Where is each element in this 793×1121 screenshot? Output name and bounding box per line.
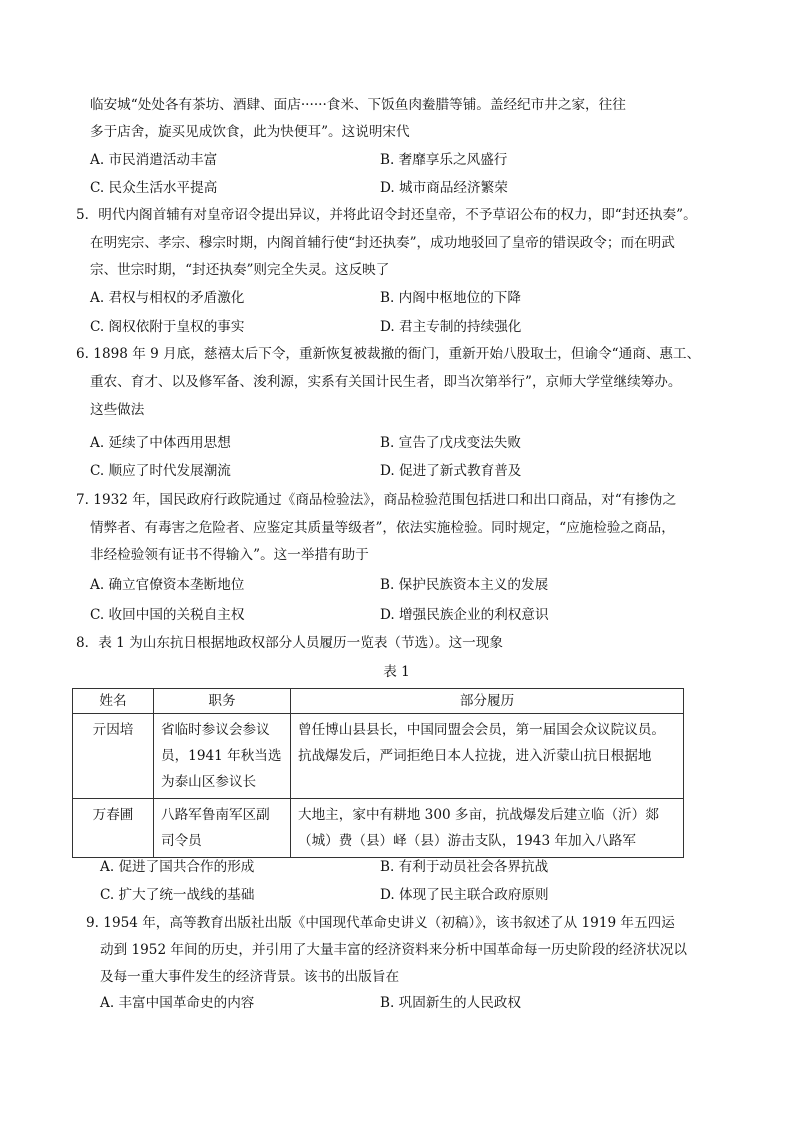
table-header-row [73, 689, 684, 714]
q8-option-b: B. 有利于动员社会各界抗战 [380, 859, 549, 875]
q4-stem-line-1: 临安城“处处各有茶坊、酒肆、面店······食米、下饭鱼肉鲞腊等铺。盖经纪市井之家，往往 [90, 97, 626, 113]
history-line: 抗战爆发后，严词拒绝日本人拉拢，进入沂蒙山抗日根据地 [298, 748, 652, 764]
q5-stem-line-1: 5．明代内阁首辅有对皇帝诏令提出异议，并将此诏令封还皇帝，不予草诏公布的权力，即“封还执奏”。 [76, 207, 697, 223]
q5-option-b: B. 内阁中枢地位的下降 [380, 290, 521, 306]
table-caption: 表 1 [383, 664, 410, 680]
table-cell-name: 亓因培 [73, 714, 154, 799]
table-cell-history [291, 714, 684, 799]
q6-option-c: C. 顺应了时代发展潮流 [90, 463, 231, 479]
q7-option-c: C. 收回中国的关税自主权 [90, 607, 245, 623]
q6-stem-line-1: 6. 1898 年 9 月底，慈禧太后下令，重新恢复被裁撤的衙门，重新开始八股取士，但谕令“通商、惠工、 [76, 346, 701, 362]
q6-stem-line-3: 这些做法 [90, 402, 145, 418]
table-cell-post [154, 799, 291, 858]
q7-stem-line-1: 7. 1932 年，国民政府行政院通过《商品检验法》，商品检验范围包括进口和出口商品，对“有掺伪之 [76, 492, 677, 508]
history-line: 曾任博山县县长，中国同盟会会员，第一届国会众议院议员。 [298, 722, 666, 738]
q7-option-b: B. 保护民族资本主义的发展 [380, 577, 549, 593]
q9-option-a: A. 丰富中国革命史的内容 [100, 995, 255, 1011]
q5-option-a: A. 君权与相权的矛盾激化 [90, 290, 245, 306]
q9-stem-line-3: 及每一重大事件发生的经济背景。该书的出版旨在 [100, 969, 400, 985]
history-line: 大地主，家中有耕地 300 多亩，抗战爆发后建立临（沂）郯 [298, 807, 659, 823]
table-row [73, 714, 684, 799]
q4-option-a: A. 市民消遣活动丰富 [90, 152, 218, 168]
q6-option-b: B. 宣告了戊戌变法失败 [380, 435, 521, 451]
table-cell-name: 万春圃 [73, 799, 154, 858]
q9-stem-line-2: 动到 1952 年间的历史，并引用了大量丰富的经济资料来分析中国革命每一历史阶段的经济状况以 [100, 942, 687, 958]
table-header-name: 姓名 [73, 689, 154, 714]
post-line: 司令员 [161, 833, 202, 849]
q8-option-d: D. 体现了民主联合政府原则 [380, 887, 549, 903]
history-line: （城）费（县）峄（县）游击支队，1943 年加入八路军 [298, 833, 636, 849]
q5-stem-line-2: 在明宪宗、孝宗、穆宗时期，内阁首辅行使“封还执奏”，成功地驳回了皇帝的错误政令；而在明武 [90, 235, 675, 251]
q7-option-d: D. 增强民族企业的利权意识 [380, 607, 549, 623]
q5-option-d: D. 君主专制的持续强化 [380, 319, 522, 335]
q6-option-a: A. 延续了中体西用思想 [90, 435, 231, 451]
q4-option-c: C. 民众生活水平提高 [90, 180, 218, 196]
post-line: 为泰山区参议长 [161, 774, 257, 790]
table-cell-post [154, 714, 291, 799]
resume-table [72, 688, 684, 858]
q6-option-d: D. 促进了新式教育普及 [380, 463, 522, 479]
post-line: 八路军鲁南军区副 [161, 807, 270, 823]
q8-option-c: C. 扩大了统一战线的基础 [100, 887, 255, 903]
q7-option-a: A. 确立官僚资本垄断地位 [90, 577, 245, 593]
q5-option-c: C. 阁权依附于皇权的事实 [90, 319, 245, 335]
q7-stem-line-3: 非经检验领有证书不得输入”。这一举措有助于 [90, 547, 369, 563]
table-cell-history [291, 799, 684, 858]
q5-stem-line-3: 宗、世宗时期，“封还执奏”则完全失灵。这反映了 [90, 262, 390, 278]
post-line: 省临时参议会参议 [161, 722, 270, 738]
table-row [73, 799, 684, 858]
q4-stem-line-2: 多于店舍，旋买见成饮食，此为快便耳”。这说明宋代 [90, 124, 410, 140]
q8-stem-line-1: 8．表 1 为山东抗日根据地政权部分人员履历一览表（节选）。这一现象 [76, 635, 503, 651]
q9-option-b: B. 巩固新生的人民政权 [380, 995, 521, 1011]
table-header-history: 部分履历 [291, 689, 684, 714]
q6-stem-line-2: 重农、育才、以及修军备、浚利源，实系有关国计民生者，即当次第举行”，京师大学堂继续筹办。 [90, 374, 682, 390]
table-header-post: 职务 [154, 689, 291, 714]
q4-option-b: B. 奢靡享乐之风盛行 [380, 152, 508, 168]
q9-stem-line-1: 9. 1954 年，高等教育出版社出版《中国现代革命史讲义（初稿）》，该书叙述了从 1919 年五四运 [86, 915, 675, 931]
q8-option-a: A. 促进了国共合作的形成 [100, 859, 255, 875]
post-line: 员，1941 年秋当选 [161, 748, 282, 764]
q4-option-d: D. 城市商品经济繁荣 [380, 180, 508, 196]
q7-stem-line-2: 情弊者、有毒害之危险者、应鉴定其质量等级者”，依法实施检验。同时规定，“应施检验之商品， [90, 520, 675, 536]
